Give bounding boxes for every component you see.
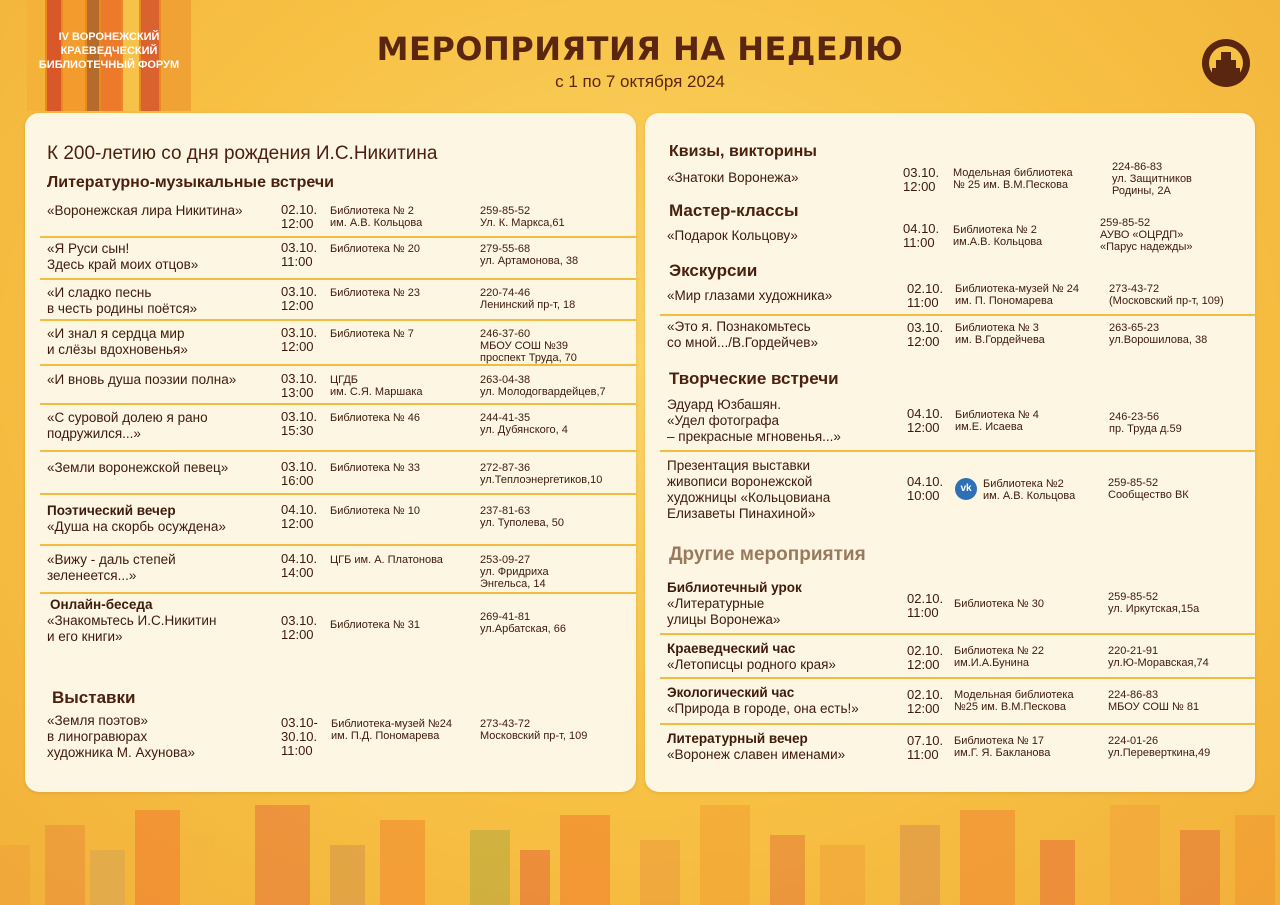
literary-event-name: «Я Руси сын! Здесь край моих отцов»: [47, 241, 199, 272]
literary-event-place: Библиотека № 10: [330, 505, 420, 517]
literary-event-contact: 244-41-35 ул. Дубянского, 4: [480, 412, 568, 436]
literary-event-name: «С суровой долею я рано подружился...»: [47, 410, 208, 441]
excursion-name: «Это я. Познакомьтесь со мной.../В.Гордейчев»: [667, 319, 818, 350]
other-event-label: Библиотечный урок: [667, 580, 802, 595]
divider-left-7: [40, 544, 636, 546]
divider-other-2: [660, 723, 1255, 725]
other-event-label: Литературный вечер: [667, 731, 808, 746]
quiz-time: 03.10. 12:00: [903, 165, 940, 194]
excursion-time: 03.10. 12:00: [907, 320, 944, 349]
other-event-place: Библиотека № 17 им.Г. Я. Бакланова: [954, 735, 1051, 759]
divider-left-5: [40, 450, 636, 452]
master-time: 04.10. 11:00: [903, 221, 940, 250]
exhibition-place: Библиотека-музей №24 им. П.Д. Пономарева: [331, 718, 452, 742]
literary-event-place: Библиотека № 7: [330, 328, 414, 340]
other-event-label: Краеведческий час: [667, 641, 796, 656]
section-title-master: Мастер-классы: [669, 201, 799, 220]
literary-event-label: Онлайн-беседа: [50, 597, 153, 612]
literary-event-contact: 272-87-36 ул.Теплоэнергетиков,10: [480, 462, 603, 486]
exhibition-name: «Земля поэтов» в линогравюрах художника М. Ахунова»: [47, 713, 196, 760]
other-event-contact: 224-86-83 МБОУ СОШ № 81: [1108, 689, 1200, 713]
divider-left-4: [40, 403, 636, 405]
forum-logo-text: IV ВОРОНЕЖСКИЙ КРАЕВЕДЧЕСКИЙ БИБЛИОТЕЧНЫЙ ФОРУМ: [38, 31, 180, 71]
literary-event-time: 03.10. 12:00: [281, 613, 318, 642]
literary-event-contact: 246-37-60 МБОУ СОШ №39 проспект Труда, 70: [480, 328, 577, 364]
section-title-exhibitions: Выставки: [52, 688, 136, 707]
literary-event-time: 03.10. 11:00: [281, 240, 318, 269]
excursion-place: Библиотека № 3 им. В.Гордейчева: [955, 322, 1045, 346]
creative-place: Библиотека № 4 им.Е. Исаева: [955, 409, 1039, 433]
literary-event-label: Поэтический вечер: [47, 503, 176, 518]
excursion-time: 02.10. 11:00: [907, 281, 944, 310]
literary-event-place: Библиотека № 31: [330, 619, 420, 631]
other-event-time: 07.10. 11:00: [907, 733, 944, 762]
literary-event-contact: 263-04-38 ул. Молодогвардейцев,7: [480, 374, 606, 398]
other-event-place: Модельная библиотека №25 им. В.М.Пескова: [954, 689, 1074, 713]
vk-icon: vk: [955, 478, 977, 500]
divider-left-3: [40, 364, 636, 366]
excursion-place: Библиотека-музей № 24 им. П. Пономарева: [955, 283, 1079, 307]
page-title: МЕРОПРИЯТИЯ НА НЕДЕЛЮ: [376, 30, 904, 68]
literary-event-place: Библиотека № 20: [330, 243, 420, 255]
exhibition-time: 03.10- 30.10. 11:00: [281, 715, 318, 758]
divider-left-6: [40, 493, 636, 495]
other-event-contact: 259-85-52 ул. Иркутская,15а: [1108, 591, 1200, 615]
section-title-literary: Литературно-музыкальные встречи: [47, 174, 335, 191]
anniversary-title: К 200-летию со дня рождения И.С.Никитина: [47, 143, 438, 164]
section-title-other: Другие мероприятия: [669, 544, 866, 565]
literary-event-name: «Душа на скорбь осуждена»: [47, 519, 226, 534]
excursion-name: «Мир глазами художника»: [667, 288, 833, 303]
literary-event-place: Библиотека № 23: [330, 287, 420, 299]
section-title-quiz: Квизы, викторины: [669, 143, 817, 160]
quiz-contact: 224-86-83 ул. Защитников Родины, 2А: [1112, 161, 1192, 197]
divider-other-0: [660, 633, 1255, 635]
literary-event-name: «И знал я сердца мир и слёзы вдохновенья»: [47, 326, 188, 357]
other-event-name: «Литературные улицы Воронежа»: [667, 596, 781, 627]
divider-creative: [660, 450, 1255, 452]
other-event-contact: 224-01-26 ул.Переверткина,49: [1108, 735, 1211, 759]
literary-event-place: ЦГДБ им. С.Я. Маршака: [330, 374, 423, 398]
divider-excursion: [660, 314, 1255, 316]
literary-event-name: «И вновь душа поэзии полна»: [47, 372, 237, 387]
literary-event-place: Библиотека № 46: [330, 412, 420, 424]
section-title-creative: Творческие встречи: [669, 369, 839, 388]
literary-event-time: 03.10. 12:00: [281, 284, 318, 313]
quiz-place: Модельная библиотека № 25 им. В.М.Пескова: [953, 167, 1073, 191]
literary-event-name: «Знакомьтесь И.С.Никитин и его книги»: [47, 613, 217, 644]
other-event-name: «Летописцы родного края»: [667, 657, 836, 672]
literary-event-time: 03.10. 12:00: [281, 325, 318, 354]
other-event-label: Экологический час: [667, 685, 795, 700]
divider-left-8: [40, 592, 636, 594]
literary-event-name: «Земли воронежской певец»: [47, 460, 229, 475]
literary-event-contact: 237-81-63 ул. Туполева, 50: [480, 505, 564, 529]
decorative-books: [0, 790, 1280, 905]
excursion-contact: 263-65-23 ул.Ворошилова, 38: [1109, 322, 1208, 346]
literary-event-contact: 259-85-52 Ул. К. Маркса,61: [480, 205, 565, 229]
literary-event-contact: 279-55-68 ул. Артамонова, 38: [480, 243, 579, 267]
creative-time: 04.10. 12:00: [907, 406, 944, 435]
quiz-name: «Знатоки Воронежа»: [667, 170, 799, 185]
creative-contact: 259-85-52 Сообщество ВК: [1108, 477, 1189, 501]
master-place: Библиотека № 2 им.А.В. Кольцова: [953, 224, 1043, 248]
master-name: «Подарок Кольцову»: [667, 228, 798, 243]
literary-event-place: ЦГБ им. А. Платонова: [330, 554, 443, 566]
other-event-contact: 220-21-91 ул.Ю-Моравская,74: [1108, 645, 1209, 669]
literary-event-contact: 269-41-81 ул.Арбатская, 66: [480, 611, 567, 635]
literary-event-contact: 220-74-46 Ленинский пр-т, 18: [480, 287, 576, 311]
other-event-place: Библиотека № 22 им.И.А.Бунина: [954, 645, 1044, 669]
section-title-excursions: Экскурсии: [669, 261, 758, 280]
divider-left-1: [40, 278, 636, 280]
other-event-time: 02.10. 12:00: [907, 687, 944, 716]
literary-event-name: «Вижу - даль степей зеленеется...»: [47, 552, 176, 583]
creative-place: Библиотека №2 им. А.В. Кольцова: [983, 478, 1076, 502]
other-event-time: 02.10. 12:00: [907, 643, 944, 672]
literary-event-time: 02.10. 12:00: [281, 202, 318, 231]
literary-event-place: Библиотека № 2 им. А.В. Кольцова: [330, 205, 423, 229]
literary-event-time: 03.10. 13:00: [281, 371, 318, 400]
creative-time: 04.10. 10:00: [907, 474, 944, 503]
exhibition-contact: 273-43-72 Московский пр-т, 109: [480, 718, 588, 742]
literary-event-place: Библиотека № 33: [330, 462, 420, 474]
other-event-name: «Природа в городе, она есть!»: [667, 701, 859, 716]
divider-left-0: [40, 236, 636, 238]
divider-left-2: [40, 319, 636, 321]
literary-event-time: 04.10. 12:00: [281, 502, 318, 531]
excursion-contact: 273-43-72 (Московский пр-т, 109): [1109, 283, 1224, 307]
literary-event-contact: 253-09-27 ул. Фридриха Энгельса, 14: [480, 554, 549, 590]
page-subtitle: с 1 по 7 октября 2024: [555, 72, 725, 91]
creative-contact: 246-23-56 пр. Труда д.59: [1109, 411, 1182, 435]
other-event-place: Библиотека № 30: [954, 598, 1044, 610]
creative-name: Эдуард Юзбашян. «Удел фотографа – прекрасные мгновенья...»: [667, 397, 841, 444]
other-event-name: «Воронеж славен именами»: [667, 747, 846, 762]
literary-event-time: 03.10. 15:30: [281, 409, 318, 438]
other-event-time: 02.10. 11:00: [907, 591, 944, 620]
literary-event-time: 03.10. 16:00: [281, 459, 318, 488]
divider-other-1: [660, 677, 1255, 679]
literary-event-name: «И сладко песнь в честь родины поётся»: [47, 285, 198, 316]
master-contact: 259-85-52 АУВО «ОЦРДП» «Парус надежды»: [1100, 217, 1193, 253]
library-emblem-icon: [1201, 38, 1251, 88]
literary-event-name: «Воронежская лира Никитина»: [47, 203, 243, 218]
literary-event-time: 04.10. 14:00: [281, 551, 318, 580]
creative-name: Презентация выставки живописи воронежской художницы «Кольцовиана Елизаветы Пинахиной»: [667, 458, 831, 521]
